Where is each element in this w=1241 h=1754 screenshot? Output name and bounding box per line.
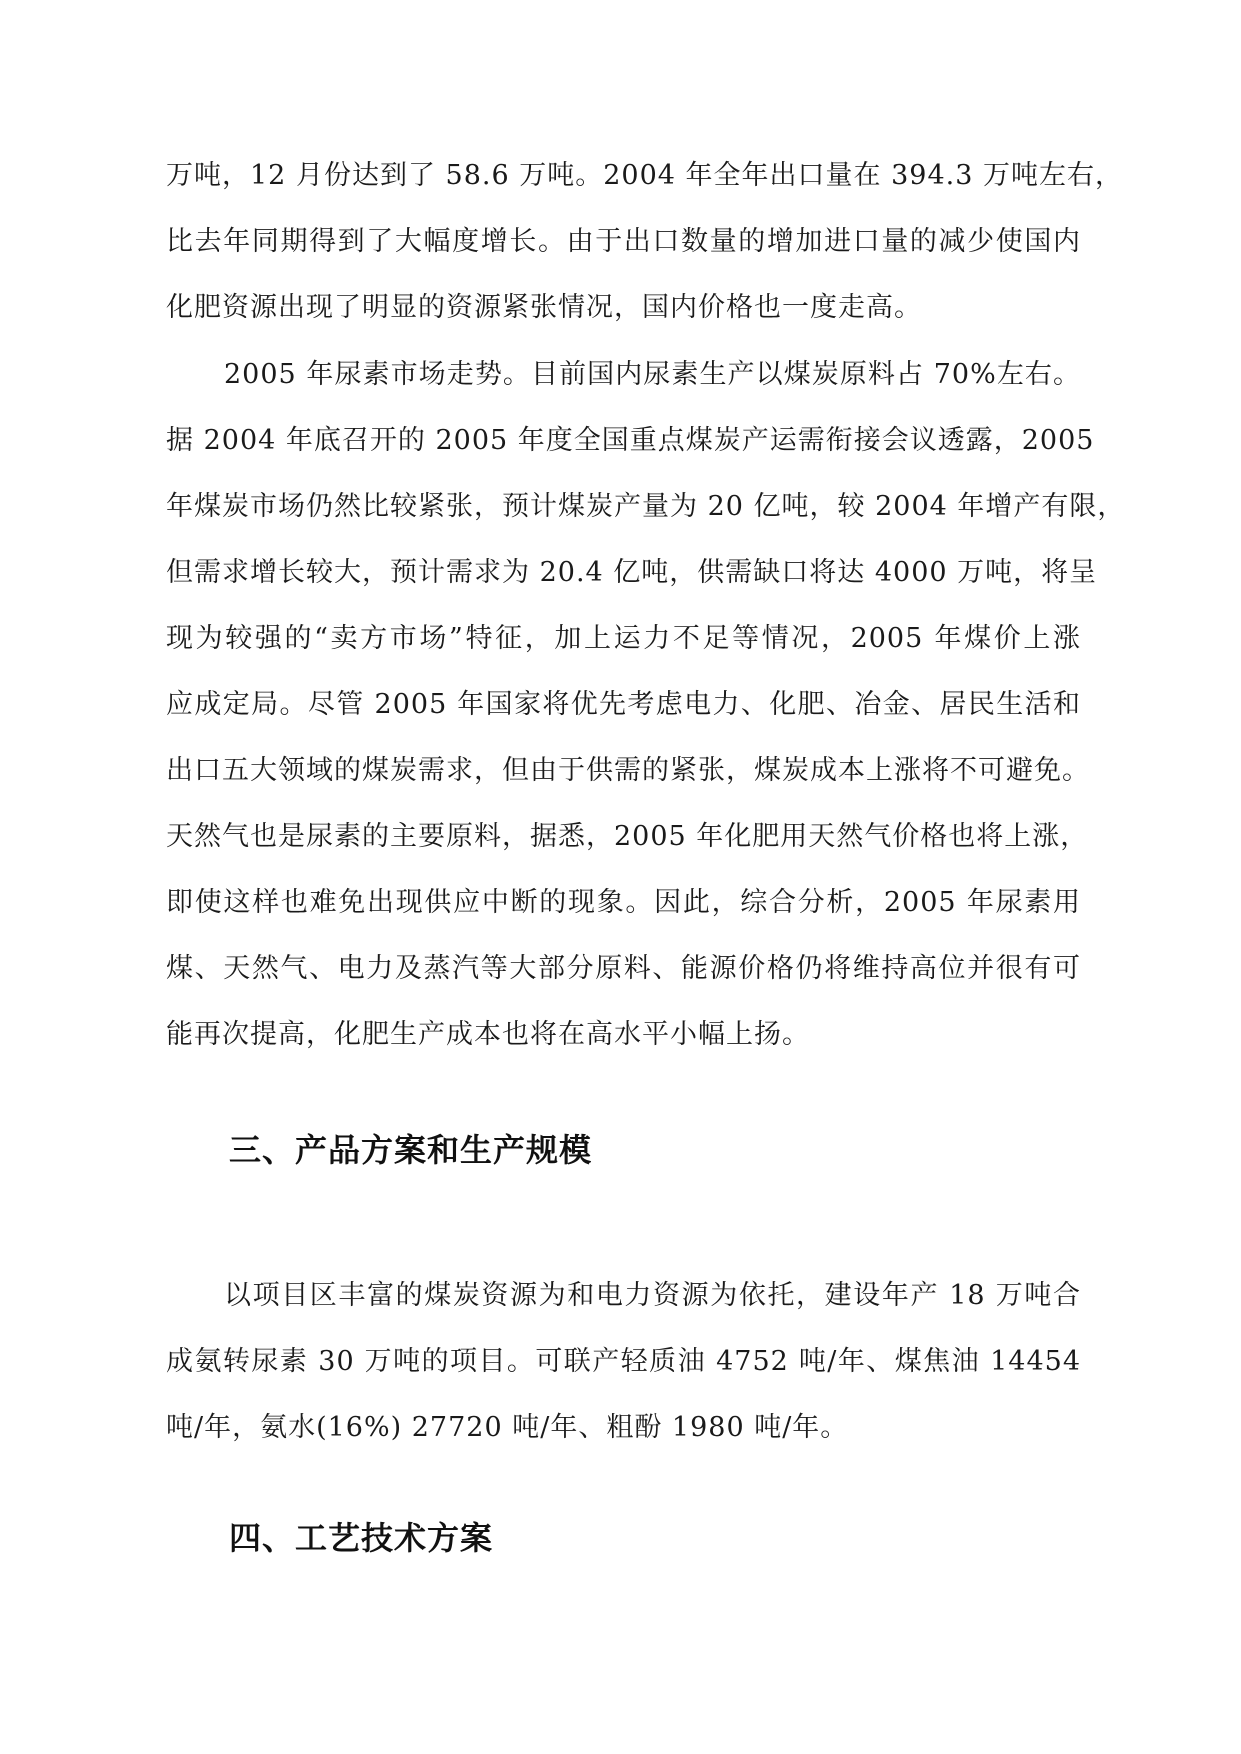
section-heading: 四、工艺技术方案 [229, 1519, 494, 1557]
paragraph-line: 以项目区丰富的煤炭资源为和电力资源为依托，建设年产 18 万吨合 [224, 1280, 1081, 1311]
paragraph-line: 成氨转尿素 30 万吨的项目。可联产轻质油 4752 吨/年、煤焦油 14454 [166, 1346, 1081, 1377]
paragraph-line: 吨/年，氨水(16%) 27720 吨/年、粗酚 1980 吨/年。 [166, 1412, 849, 1443]
paragraph-line: 2005 年尿素市场走势。目前国内尿素生产以煤炭原料占 70%左右。 [224, 359, 1081, 390]
section-heading: 三、产品方案和生产规模 [229, 1131, 593, 1169]
paragraph-line: 天然气也是尿素的主要原料，据悉，2005 年化肥用天然气价格也将上涨， [166, 821, 1089, 852]
paragraph-line: 现为较强的“卖方市场”特征，加上运力不足等情况，2005 年煤价上涨 [166, 623, 1081, 654]
paragraph-line: 年煤炭市场仍然比较紧张，预计煤炭产量为 20 亿吨，较 2004 年增产有限， [166, 491, 1126, 522]
paragraph-line: 据 2004 年底召开的 2005 年度全国重点煤炭产运需衔接会议透露，2005 [166, 425, 1095, 456]
paragraph-line: 化肥资源出现了明显的资源紧张情况，国内价格也一度走高。 [166, 292, 922, 323]
paragraph-line: 出口五大领域的煤炭需求，但由于供需的紧张，煤炭成本上涨将不可避免。 [166, 755, 1090, 786]
paragraph-line: 但需求增长较大，预计需求为 20.4 亿吨，供需缺口将达 4000 万吨，将呈 [166, 557, 1098, 588]
paragraph-line: 应成定局。尽管 2005 年国家将优先考虑电力、化肥、冶金、居民生活和 [166, 689, 1081, 720]
paragraph-line: 能再次提高，化肥生产成本也将在高水平小幅上扬。 [166, 1019, 810, 1050]
paragraph-line: 即使这样也难免出现供应中断的现象。因此，综合分析，2005 年尿素用 [166, 887, 1081, 918]
paragraph-line: 万吨，12 月份达到了 58.6 万吨。2004 年全年出口量在 394.3 万吨左右， [166, 160, 1123, 191]
paragraph-line: 煤、天然气、电力及蒸汽等大部分原料、能源价格仍将维持高位并很有可 [166, 953, 1081, 984]
paragraph-line: 比去年同期得到了大幅度增长。由于出口数量的增加进口量的减少使国内 [166, 226, 1081, 257]
